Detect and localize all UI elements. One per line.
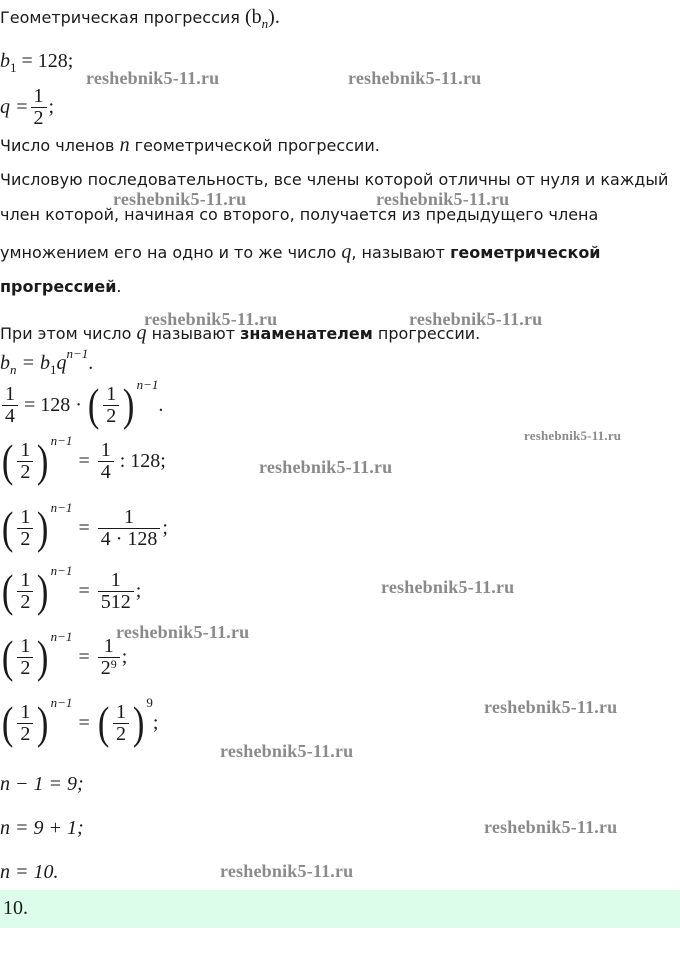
step-9: n = 10. [0,861,59,883]
watermark: reshebnik5-11.ru [86,68,220,88]
step-4: ( $\frac{1}{2}$ ) n−1 = $\frac{1}{512}$ ; [1,563,142,616]
step-1: $\frac{1}{4}$ = 128 · ( $\frac{1}{2}$ ) n−1 . [0,382,163,428]
step-5: ( $\frac{1}{2}$ ) n−1 = $\frac{1}{2^9}$ ; [1,629,128,682]
watermark: reshebnik5-11.ru [524,428,622,443]
find-statement: Число членов n геометрической прогрессии. [0,134,380,156]
q-fraction: $\frac{1}{2}$ [31,86,47,129]
watermark: reshebnik5-11.ru [144,309,278,329]
answer-box [0,890,680,928]
watermark: reshebnik5-11.ru [484,697,618,717]
watermark: reshebnik5-11.ru [409,309,543,329]
watermark: reshebnik5-11.ru [259,457,393,477]
watermark: reshebnik5-11.ru [116,622,250,642]
watermark: reshebnik5-11.ru [220,741,354,761]
step-8: n = 9 + 1; [0,817,84,839]
watermark: reshebnik5-11.ru [220,861,354,881]
general-formula: $b_n = b_1q^{n-1}$. [0,346,94,377]
watermark: reshebnik5-11.ru [348,68,482,88]
watermark: reshebnik5-11.ru [484,817,618,837]
step-6: ( $\frac{1}{2}$ ) n−1 = ( $\frac{1}{2}$ ) 9 ; [1,695,159,748]
definition-line-3: умножением его на одно и то же число q, называют геометрической [0,241,601,263]
title-text: Геометрическая прогрессия [0,8,240,27]
problem-title [0,6,280,32]
definition-line-1: Числовую последовательность, все члены которой отличны от нуля и каждый [0,170,669,189]
definition-line-4: прогрессией. [0,277,122,296]
answer-value: 10. [3,897,28,919]
watermark: reshebnik5-11.ru [376,189,510,209]
watermark: reshebnik5-11.ru [113,189,247,209]
step-7: n − 1 = 9; [0,773,84,795]
step-2: ( $\frac{1}{2}$ ) n−1 = $\frac{1}{4}$ : 128; [1,433,166,486]
definition-line-2: член которой, начиная со второго, получается из предыдущего члена [0,205,599,224]
step-3: ( $\frac{1}{2}$ ) n−1 = $\frac{1}{4 \cdot 128}$ ; [1,500,168,553]
watermark: reshebnik5-11.ru [381,577,515,597]
definition-line-5: При этом число q называют знаменателем прогрессии. [0,322,481,344]
title-sequence: $(b_n)$. [244,6,280,31]
given-q: q = $\frac{1}{2}$ ; [0,85,55,129]
given-b1: $b_1 = 128$; [0,50,74,75]
